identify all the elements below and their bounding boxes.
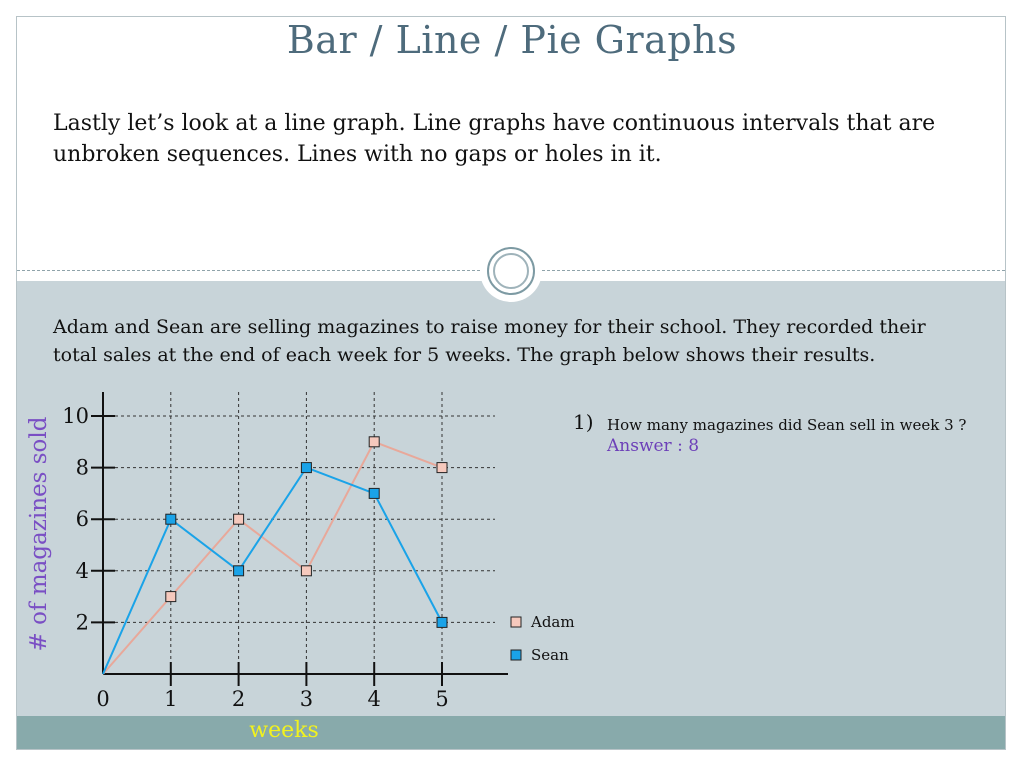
data-point-sean (437, 617, 447, 627)
data-point-adam (166, 592, 176, 602)
slide-title: Bar / Line / Pie Graphs (286, 18, 738, 62)
y-tick-label: 6 (75, 507, 89, 532)
x-tick-label: 4 (367, 687, 381, 711)
grid (103, 392, 495, 674)
legend-marker-adam (511, 617, 521, 627)
x-axis-label: weeks (249, 718, 319, 743)
x-tick-label: 2 (231, 687, 246, 711)
data-point-sean (234, 566, 244, 576)
series (103, 437, 447, 674)
problem-text: Adam and Sean are selling magazines to raise money for their school. They recorded their total sales at the end of each week for 5 weeks. The graph below shows their results. (53, 316, 926, 366)
question-number: 1) (573, 410, 594, 434)
x-tick-label: 5 (435, 687, 449, 711)
y-tick-label: 8 (75, 455, 89, 480)
data-point-adam (369, 437, 379, 447)
legend (511, 613, 575, 664)
y-tick-label: 2 (75, 610, 89, 635)
data-point-sean (301, 463, 311, 473)
legend-marker-sean (511, 650, 521, 660)
intro-text: Lastly let’s look at a line graph. Line graphs have continuous intervals that are unbroken sequences. Lines with no gaps or holes in it. (53, 111, 936, 167)
legend-label-adam: Adam (531, 613, 575, 631)
tick-labels (62, 404, 448, 711)
y-tick-label: 10 (62, 404, 89, 428)
question-text: How many magazines did Sean sell in week 3 ? (607, 416, 967, 434)
legend-label-sean: Sean (531, 646, 569, 664)
axes (91, 392, 508, 686)
x-tick-label: 3 (299, 687, 314, 711)
data-point-adam (234, 514, 244, 524)
data-point-sean (166, 514, 176, 524)
y-tick-label: 4 (75, 558, 89, 583)
x-tick-label: 0 (96, 687, 110, 711)
data-point-adam (301, 566, 311, 576)
data-point-adam (437, 463, 447, 473)
data-point-sean (369, 488, 379, 498)
x-tick-label: 1 (164, 687, 178, 711)
question-answer: Answer : 8 (607, 436, 700, 456)
y-axis-label: # of magazines sold (26, 416, 52, 652)
